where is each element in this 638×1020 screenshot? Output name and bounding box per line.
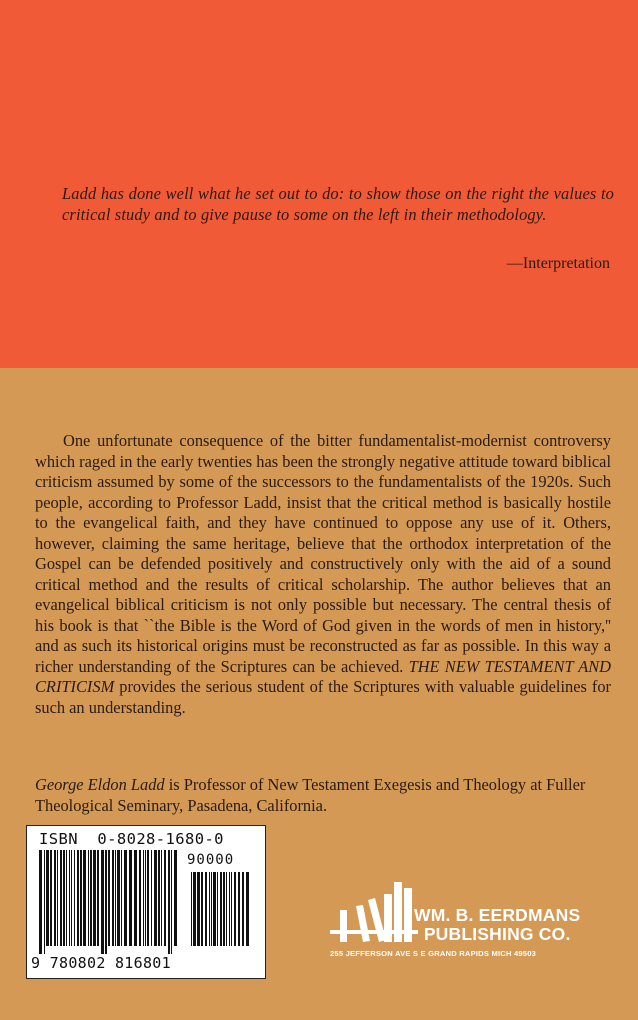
publisher-name-line1: WM. B. EERDMANS <box>414 905 581 925</box>
barcode-bar <box>46 850 49 946</box>
review-quote: Ladd has done well what he set out to do: to show those on the right the values to critical study and to give pause to some on the left in their methodology. <box>62 184 614 224</box>
barcode-bar <box>124 850 127 946</box>
barcode-bar <box>66 850 67 946</box>
top-panel <box>0 0 638 368</box>
barcode-bar <box>151 850 152 946</box>
barcode-bar <box>171 850 172 954</box>
barcode-bar <box>229 872 230 946</box>
isbn-label: ISBN 0-8028-1680-0 <box>39 830 224 848</box>
barcode-bar <box>234 872 236 946</box>
barcode-bar <box>129 850 132 946</box>
barcode-bar <box>220 872 222 946</box>
isbn-barcode <box>26 825 266 979</box>
barcode-bar <box>201 872 203 946</box>
barcode-bar <box>83 850 86 946</box>
publisher-address: 255 JEFFERSON AVE S E GRAND RAPIDS MICH 49503 <box>330 949 537 958</box>
barcode-bar <box>217 872 218 946</box>
barcode-bar <box>101 850 104 954</box>
barcode-bar <box>143 850 144 946</box>
price-addon-bars <box>191 872 253 954</box>
barcode-bar <box>88 850 89 946</box>
barcode-bar <box>209 872 210 946</box>
barcode-bar <box>246 872 249 946</box>
barcode-bar <box>154 850 157 946</box>
barcode-bar <box>205 872 207 946</box>
barcode-bar <box>112 850 114 946</box>
barcode-bar <box>57 850 58 946</box>
publisher-books-logo-icon <box>328 870 418 948</box>
price-code: 90000 <box>187 852 235 868</box>
barcode-bar <box>223 872 225 946</box>
barcode-bar <box>211 872 212 946</box>
barcode-bar <box>105 850 107 954</box>
barcode-bar <box>117 850 120 946</box>
barcode-bar <box>108 850 110 946</box>
barcode-bar <box>226 872 227 946</box>
ean-digits: 9 780802 816801 <box>31 954 171 972</box>
book-description <box>35 431 611 718</box>
author-name: George Eldon Ladd <box>35 775 165 794</box>
barcode-bar <box>63 850 65 946</box>
barcode-bar <box>174 850 177 946</box>
ean-barcode-bars <box>39 850 181 954</box>
barcode-bar <box>74 850 75 946</box>
barcode-bar <box>145 850 146 946</box>
barcode-bar <box>147 850 149 946</box>
book-title: THE NEW TESTAMENT AND CRITICISM <box>35 656 611 696</box>
barcode-bar <box>231 872 232 946</box>
barcode-bar <box>54 850 56 946</box>
barcode-bar <box>60 850 62 946</box>
barcode-bar <box>115 850 116 946</box>
barcode-bar <box>168 850 170 954</box>
barcode-bar <box>44 850 45 954</box>
barcode-bar <box>193 872 196 946</box>
barcode-bar <box>134 850 137 946</box>
barcode-bar <box>93 850 96 946</box>
author-bio-text: is Professor of New Testament Exegesis and Theology at Fuller Theological Seminary, Pasadena, California. <box>35 775 586 815</box>
description-text: One unfortunate consequence of the bitter fundamentalist-modernist controversy which raged in the early twenties has been the strongly negative attitude toward biblical criticism assumed by some of the successors to the fundamentalists of the 1920s. Such people, according to Professor Ladd, insist that the critical method is basically hostile to the evangelical faith, and they have continued to oppose any use of it. Others, however, claiming the same heritage, believe that the orthodox interpretation of the Gospel can be defended positively and constructively only with the aid of a sound critical method and the results of critical scholarship. The author believes that an evangelical biblical criticism is not only possible but necessary. The central thesis of his book is that ``the Bible is the Word of God given in the words of men in history,'' and as such its historical origins must be reconstructed as far as possible. In this way a richer understanding of the Scriptures can be achieved. <box>35 431 611 676</box>
barcode-bar <box>164 850 166 946</box>
barcode-bar <box>90 850 92 946</box>
barcode-bar <box>80 850 82 946</box>
barcode-bar <box>39 850 42 954</box>
barcode-bar <box>191 872 192 946</box>
barcode-bar <box>139 850 141 946</box>
barcode-bar <box>97 850 99 946</box>
barcode-bar <box>197 872 200 946</box>
barcode-bar <box>242 872 244 946</box>
barcode-bar <box>50 850 52 946</box>
barcode-bar <box>71 850 72 946</box>
publisher-block <box>328 870 618 980</box>
barcode-bar <box>121 850 122 946</box>
barcode-bar <box>158 850 160 946</box>
quote-source: —Interpretation <box>506 255 610 272</box>
publisher-name <box>414 906 580 944</box>
author-bio <box>35 775 615 816</box>
barcode-bar <box>69 850 70 946</box>
description-text-end: provides the serious student of the Scriptures with valuable guidelines for such an understanding. <box>35 677 611 717</box>
barcode-bar <box>213 872 216 946</box>
barcode-bar <box>161 850 162 946</box>
barcode-bar <box>77 850 79 946</box>
publisher-name-line2: PUBLISHING CO. <box>423 924 571 944</box>
barcode-bar <box>238 872 240 946</box>
